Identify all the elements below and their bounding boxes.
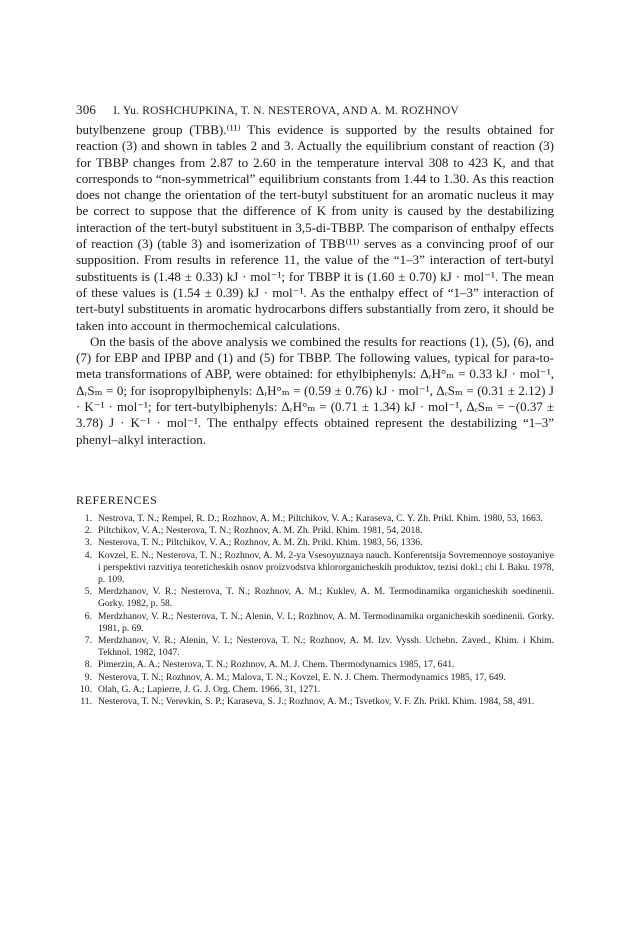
reference-item	[76, 611, 554, 635]
reference-number: 5.	[84, 586, 92, 598]
reference-text: Merdzhanov, V. R.; Nesterova, T. N.; Alenin, V. I.; Rozhnov, A. M. Termodinamika organicheskih soedinenii. Gorky. 1981, p. 69.	[98, 610, 554, 634]
reference-item	[76, 684, 554, 696]
reference-text: Olah, G. A.; Lapierre, J. G. J. Org. Chem. 1966, 31, 1271.	[98, 683, 321, 695]
paragraph-1: butylbenzene group (TBB).⁽¹¹⁾ This evidence is supported by the results obtained for reaction (3) and shown in tables 2 and 3. Actually the equilibrium constant of reaction (3) for TBBP changes from 2.87 to 2.60 in the temperature interval 308 to 423 K, and that corresponds to “non-symmetrical” equilibrium constants from 1.44 to 1.30. As this reaction does not change the orientation of the tert-butyl substituent for an aromatic nucleus it may be correct to suppose that the difference of K from unity is caused by the destabilizing interaction of the tert-butyl substituent in 3,5-di-TBBP. The comparison of enthalpy effects of reaction (3) (table 3) and isomerization of TBB⁽¹¹⁾ serves as a convincing proof of our supposition. From results in reference 11, the value of the “1–3” interaction of tert-butyl substituents is (1.48 ± 0.33) kJ · mol⁻¹; for TBBP it is (1.60 ± 0.70) kJ · mol⁻¹. The mean of these values is (1.54 ± 0.39) kJ · mol⁻¹. As the enthalpy effect of “1–3” interaction of tert-butyl substituents in aromatic hydrocarbons differs substantially from zero, it should be taken into account in thermochemical calculations.	[76, 122, 554, 333]
body-text	[76, 122, 554, 448]
reference-number: 11.	[80, 696, 92, 708]
running-head-authors: I. Yu. ROSHCHUPKINA, T. N. NESTEROVA, AND A. M. ROZHNOV	[113, 105, 459, 117]
reference-number: 6.	[84, 610, 92, 622]
reference-number: 4.	[84, 549, 92, 561]
reference-item	[76, 672, 554, 684]
reference-text: Piltchikov, V. A.; Nesterova, T. N.; Rozhnov, A. M. Zh. Prikl. Khim. 1981, 54, 2018.	[98, 525, 423, 537]
references-heading: REFERENCES	[76, 493, 158, 507]
reference-text: Nesterova, T. N.; Rozhnov, A. M.; Malova, T. N.; Kovzel, E. N. J. Chem. Thermodynamics 1985, 17, 649.	[98, 671, 506, 683]
reference-text: Kovzel, E. N.; Nesterova, T. N.; Rozhnov, A. M. 2-ya Vsesoyuznaya nauch. Konferentsija Sovremennoye sostoyaniye i perspektivi razvitiya teoreticheskih osnov proizvodstva khlororganicheskih produktov, tezisi dokl.; chi I. Baku. 1978, p. 109.	[98, 549, 554, 586]
reference-item	[76, 537, 554, 549]
reference-number: 10.	[80, 683, 92, 695]
reference-text: Nesterova, T. N.; Verevkin, S. P.; Karaseva, S. J.; Rozhnov, A. M.; Tsvetkov, V. F. Zh. Prikl. Khim. 1984, 58, 491.	[98, 696, 535, 708]
reference-item	[76, 525, 554, 537]
reference-list	[76, 513, 554, 708]
reference-item	[76, 513, 554, 525]
reference-item	[76, 696, 554, 708]
page-number: 306	[76, 102, 97, 117]
reference-number: 8.	[84, 659, 92, 671]
reference-text: Nestrova, T. N.; Rempel, R. D.; Rozhnov, A. M.; Piltchikov, V. A.; Karaseva, C. Y. Zh. Prikl. Khim. 1980, 53, 1663.	[98, 513, 543, 524]
reference-text: Nesterova, T. N.; Piltchikov, V. A.; Rozhnov, A. M. Zh. Prikl. Khim. 1983, 56, 1336.	[98, 537, 423, 549]
reference-number: 3.	[84, 537, 92, 549]
reference-number: 1.	[84, 513, 92, 524]
reference-number: 2.	[84, 525, 92, 537]
reference-text: Merdzhanov, V. R.; Nesterova, T. N.; Rozhnov, A. M.; Kuklev, A. M. Termodinamika organicheskih soedinenii. Gorky. 1982, p. 58.	[98, 586, 554, 610]
reference-item	[76, 550, 554, 587]
running-header	[76, 102, 576, 118]
reference-number: 7.	[84, 635, 92, 647]
paragraph-2: On the basis of the above analysis we combined the results for reactions (1), (5), (6), and (7) for EBP and IPBP and (1) and (5) for TBBP. The following values, typical for para-to-meta transformations of ABP, were obtained: for ethylbiphenyls: ΔᵣH°ₘ = 0.33 kJ · mol⁻¹, ΔᵣSₘ = 0; for isopropylbiphenyls: ΔᵣH°ₘ = (0.59 ± 0.76) kJ · mol⁻¹, ΔᵣSₘ = (0.31 ± 2.12) J · K⁻¹ · mol⁻¹; for tert-butylbiphenyls: ΔᵣH°ₘ = (0.71 ± 1.34) kJ · mol⁻¹, ΔᵣSₘ = −(0.37 ± 3.78) J · K⁻¹ · mol⁻¹. The enthalpy effects obtained represent the destabilizing “1–3” phenyl–alkyl interaction.	[76, 333, 554, 447]
reference-item	[76, 635, 554, 659]
reference-text: Merdzhanov, V. R.; Alenin, V. I.; Nesterova, T. N.; Rozhnov, A. M. Izv. Vyssh. Uchebn. Zaved., Khim. i Khim. Tekhnol. 1982, 1047.	[98, 635, 554, 659]
reference-text: Pimerzin, A. A.; Nesterova, T. N.; Rozhnov, A. M. J. Chem. Thermodynamics 1985, 17, 641.	[98, 659, 455, 671]
reference-item	[76, 659, 554, 671]
reference-number: 9.	[84, 671, 92, 683]
reference-item	[76, 586, 554, 610]
